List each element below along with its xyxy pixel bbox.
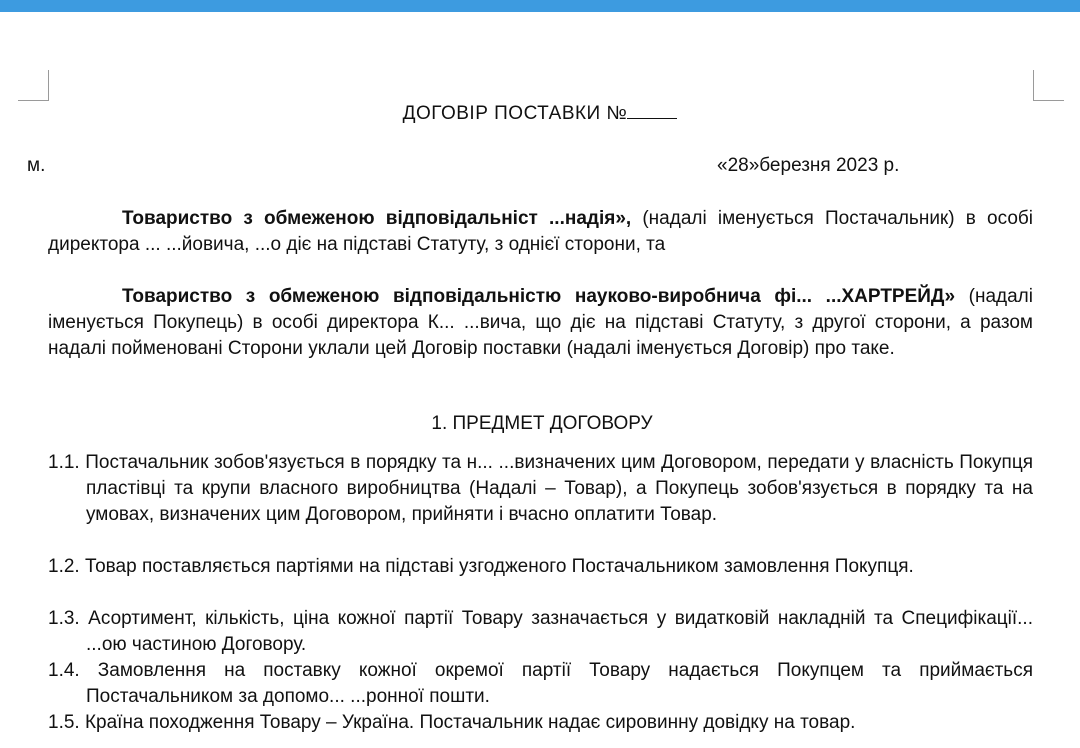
clause-1-3: 1.3. Асортимент, кількість, ціна кожної партії Товару зазначається у видатковій накладній та Специфікації... ...ою частиною Договору. <box>48 608 1033 655</box>
contract-number-blank <box>627 102 677 119</box>
party2-text: (надалі іменується Покупець) в особі директора К... ...вича, що діє на підставі Статуту, з другої сторони, а разом надалі пойменовані Сторони уклали цей Договір поставки (надалі іменується Договір) про таке. <box>48 286 1033 359</box>
clause-1-5: 1.5. Країна походження Товару – Україна. Постачальник надає сировинну довідку на товар. <box>48 712 856 733</box>
page-margin-corner-right <box>1033 70 1064 101</box>
contract-date: «28»березня 2023 р. <box>717 155 900 176</box>
party2-name: Товариство з обмеженою відповідальністю науково-виробнича фі... ...ХАРТРЕЙД» <box>122 286 956 307</box>
city-line: м. <box>27 155 46 176</box>
clause-1-2: 1.2. Товар поставляється партіями на підставі узгодженого Постачальником замовлення Покупця. <box>48 556 914 577</box>
clause-1-1: 1.1. Постачальник зобов'язується в порядку та н... ...визначених цим Договором, передати у власність Покупця пластівці та крупи власного виробництва (Надалі – Товар), а Покупець зобов'язується в порядку та на умовах, визначених цим Договором, прийняти і вчасно оплатити Товар. <box>48 452 1033 525</box>
section-title: 1. ПРЕДМЕТ ДОГОВОРУ <box>431 413 653 434</box>
app-top-bar <box>0 0 1080 12</box>
party1-name: Товариство з обмеженою відповідальніст ...надія», <box>122 208 632 229</box>
party2-paragraph <box>48 284 1033 362</box>
clause-1-4: 1.4. Замовлення на поставку кожної окремої партії Товару надається Покупцем та приймається Постачальником за допомо... ...ронної пошти. <box>48 660 1033 707</box>
party1-paragraph <box>48 206 1033 258</box>
document-title-text: ДОГОВІР ПОСТАВКИ № <box>402 103 628 124</box>
page-margin-corner-left <box>18 70 49 101</box>
party1-text: (надалі іменується Постачальник) в особі директора ... ...йовича, ...о діє на підставі Статуту, з однієї сторони, та <box>48 208 1033 255</box>
document-page <box>0 12 1080 748</box>
document-title <box>0 102 1080 125</box>
